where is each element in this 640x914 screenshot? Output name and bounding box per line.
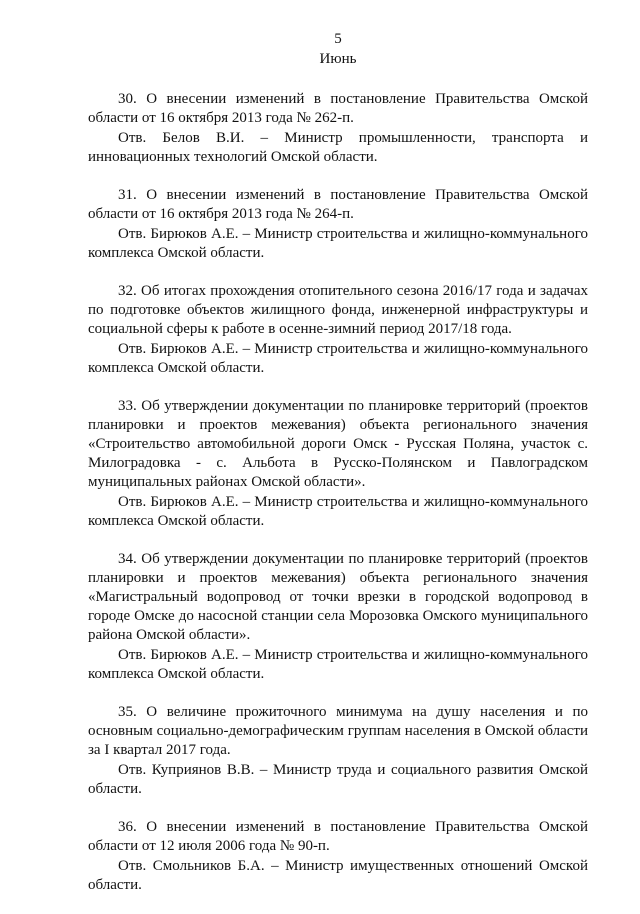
- agenda-item-responsible: Отв. Бирюков А.Е. – Министр строительства и жилищно-коммунального комплекса Омской области.: [88, 647, 588, 682]
- month-heading: Июнь: [319, 51, 357, 67]
- agenda-item-title: 36. О внесении изменений в постановление Правительства Омской области от 12 июля 2006 года № 90-п.: [88, 819, 588, 854]
- agenda-item-36: [88, 818, 588, 895]
- agenda-item-title: 33. Об утверждении документации по планировке территорий (проектов планировки и проектов межевания) объекта регионального значения «Строительство автомобильной дороги Омск - Русская Поляна, участок с. Милоградовка - с. Альбота в Русско-Полянском и Павлоградском муниципальных районах Омской области».: [88, 398, 588, 490]
- agenda-item-responsible: Отв. Бирюков А.Е. – Министр строительства и жилищно-коммунального комплекса Омской области.: [88, 341, 588, 376]
- agenda-item-title: 35. О величине прожиточного минимума на душу населения и по основным социально-демографическим группам населения в Омской области за I квартал 2017 года.: [88, 704, 588, 758]
- agenda-item-responsible: Отв. Смольников Б.А. – Министр имущественных отношений Омской области.: [88, 858, 588, 893]
- agenda-item-responsible: Отв. Куприянов В.В. – Министр труда и социального развития Омской области.: [88, 762, 588, 797]
- agenda-item-title: 34. Об утверждении документации по планировке территорий (проектов планировки и проектов межевания) объекта регионального значения «Магистральный водопровод от точки врезки в городской водопровод в городе Омске до насосной станции села Морозовка Омского муниципального района Омской области».: [88, 551, 588, 643]
- agenda-item-responsible: Отв. Белов В.И. – Министр промышленности, транспорта и инновационных технологий Омской области.: [88, 130, 588, 165]
- agenda-item-34: [88, 550, 588, 684]
- agenda-item-title: 30. О внесении изменений в постановление Правительства Омской области от 16 октября 2013 года № 262-п.: [88, 91, 588, 126]
- agenda-item-responsible: Отв. Бирюков А.Е. – Министр строительства и жилищно-коммунального комплекса Омской области.: [88, 494, 588, 529]
- agenda-item-title: 31. О внесении изменений в постановление Правительства Омской области от 16 октября 2013 года № 264-п.: [88, 187, 588, 222]
- agenda-item-31: [88, 186, 588, 263]
- agenda-item-30: [88, 90, 588, 167]
- agenda-item-35: [88, 703, 588, 799]
- document-page: [88, 30, 588, 914]
- page-number: 5: [334, 31, 342, 47]
- agenda-item-responsible: Отв. Бирюков А.Е. – Министр строительства и жилищно-коммунального комплекса Омской области.: [88, 226, 588, 261]
- agenda-item-32: [88, 282, 588, 378]
- agenda-item-33: [88, 397, 588, 531]
- agenda-item-title: 32. Об итогах прохождения отопительного сезона 2016/17 года и задачах по подготовке объектов жилищного фонда, инженерной инфраструктуры и социальной сферы к работе в осенне-зимний период 2017/18 года.: [88, 283, 588, 337]
